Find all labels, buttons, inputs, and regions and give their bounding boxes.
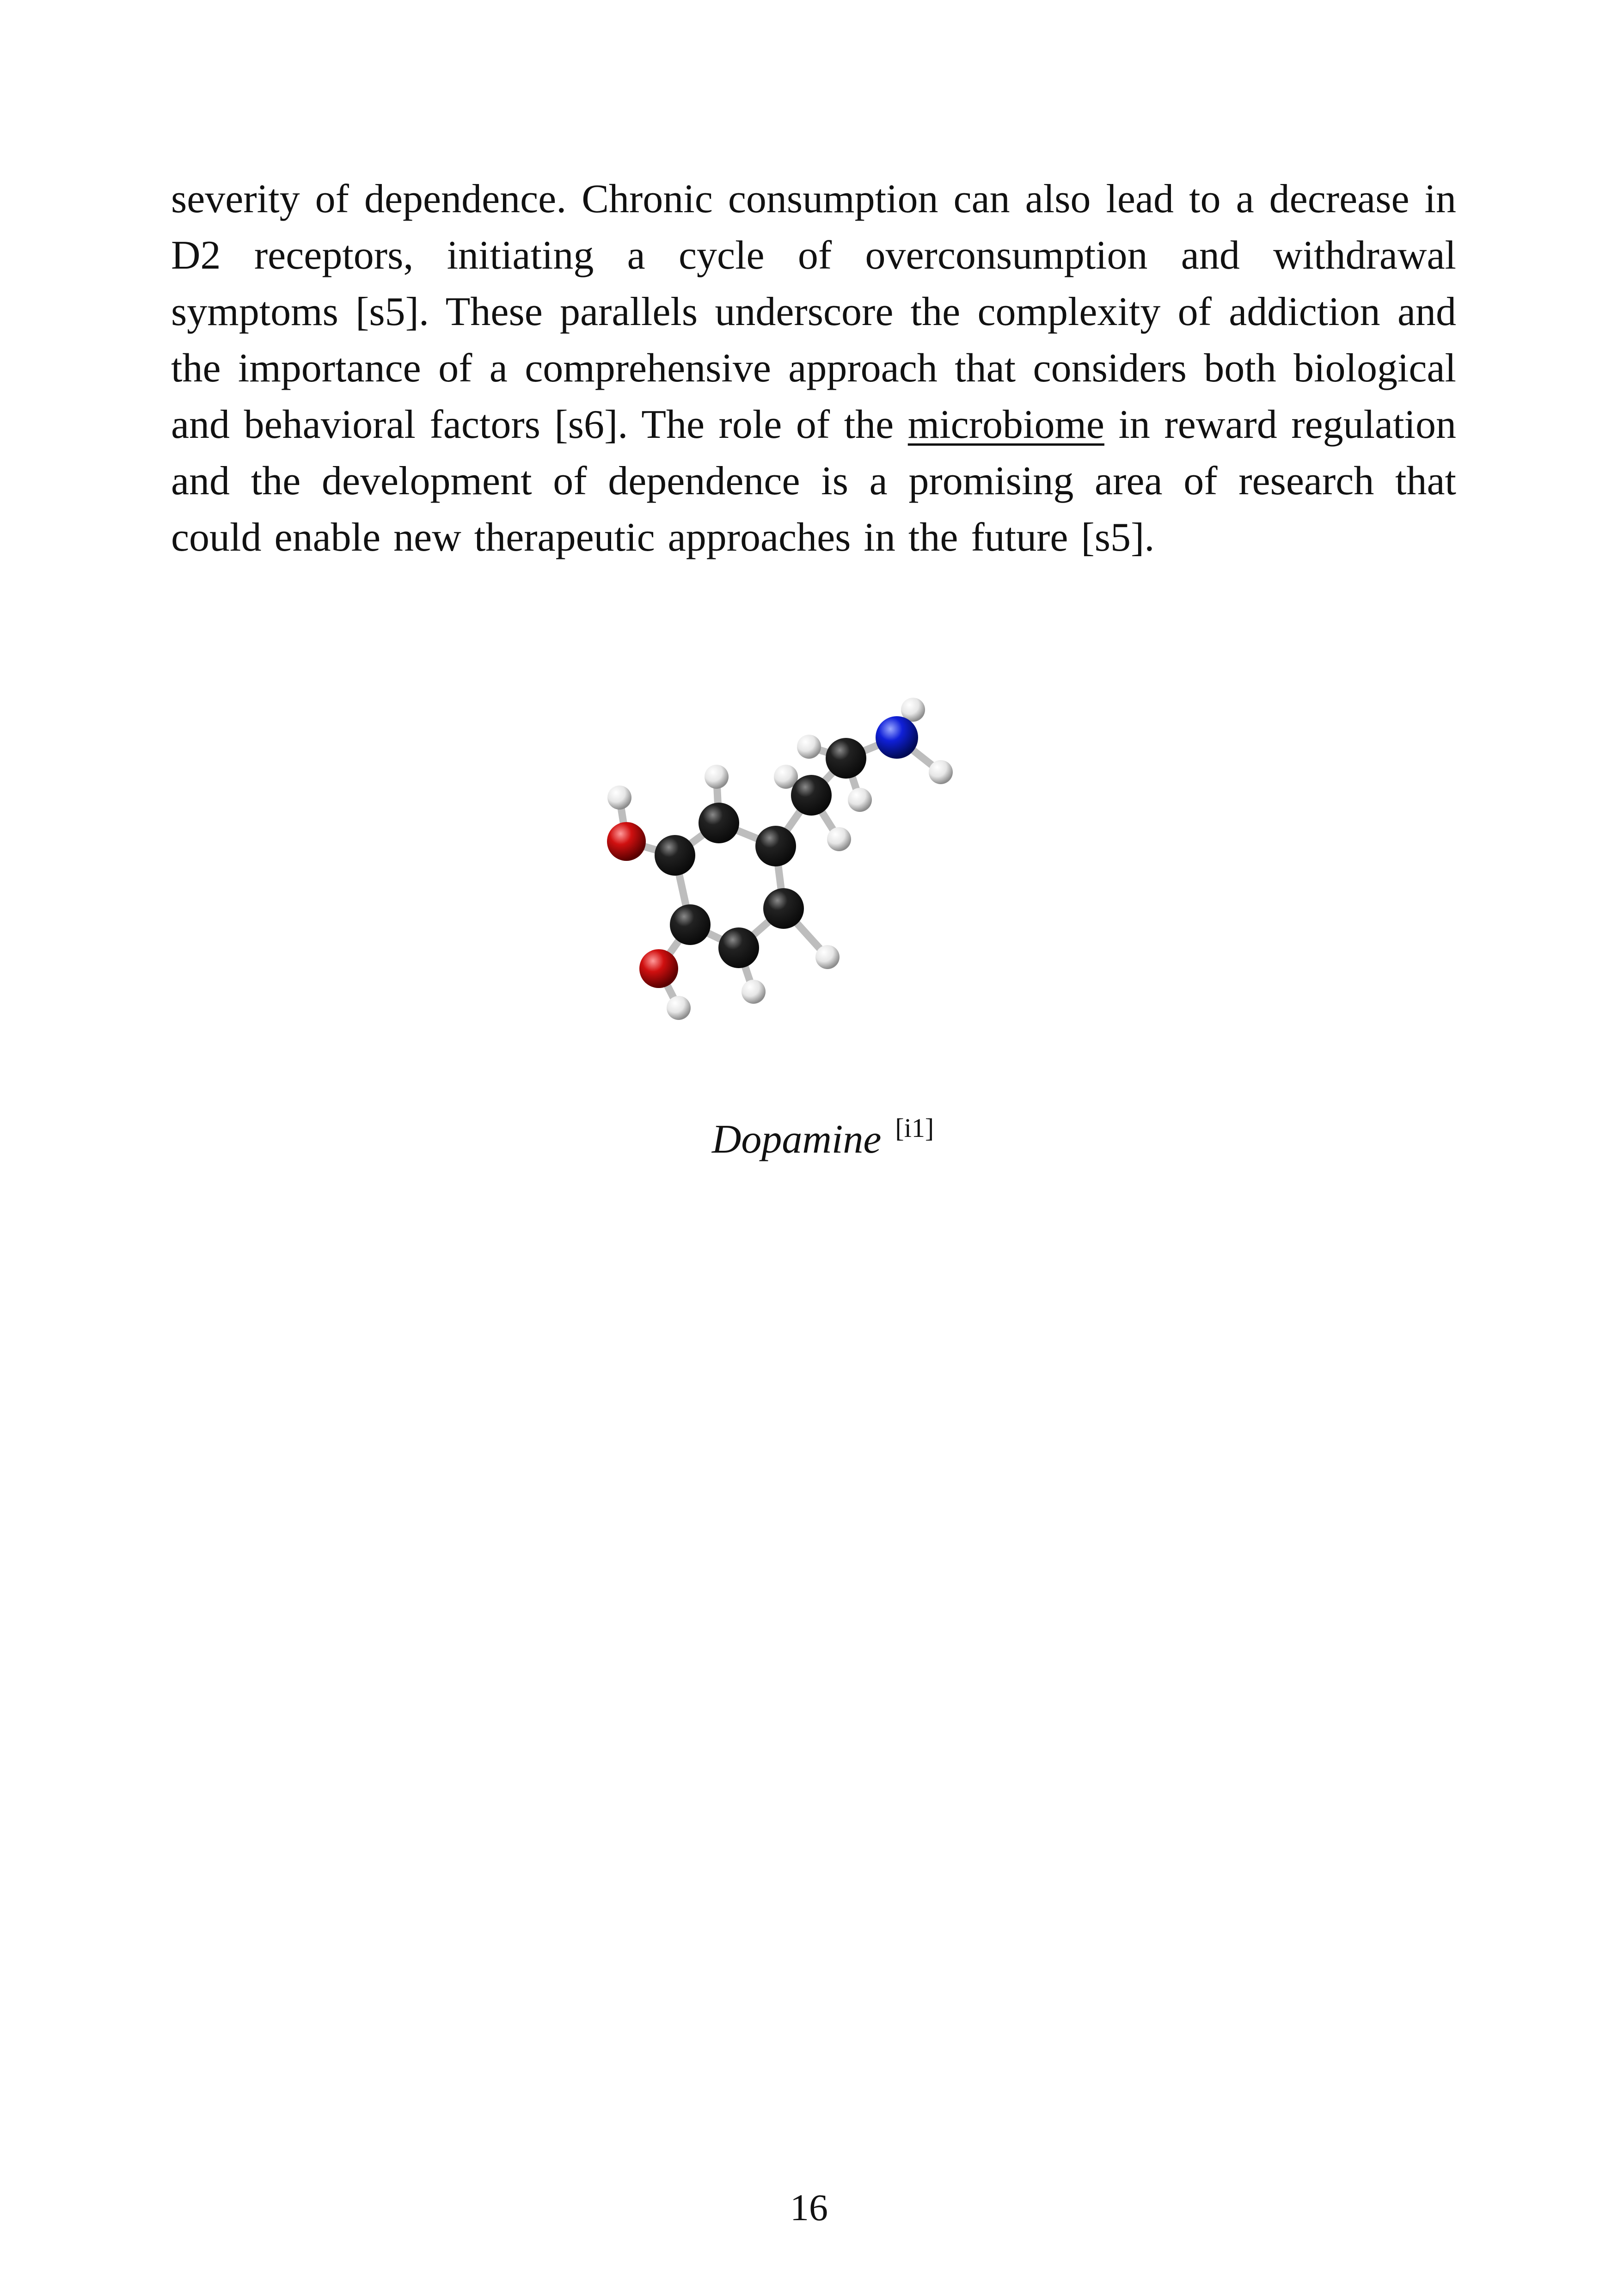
- dopamine-molecule-illustration: [601, 666, 1045, 1082]
- oxygen-atom: [607, 822, 646, 861]
- paragraph-text-start: severity of dependence. Chronic consumption can also lead to a decrease in D2 receptors, initiating a cycle of overconsumption and withdrawal symptoms [s5]. These parallels underscore the complexity of addiction and the importance of a comprehensive approach that considers both biological and behavioral factors [s6]. The role of the: [171, 177, 1456, 447]
- hydrogen-atom: [607, 786, 631, 810]
- hydrogen-atom: [705, 765, 729, 789]
- page-number: 16: [790, 2186, 828, 2228]
- carbon-atom: [699, 803, 739, 843]
- caption-title: Dopamine: [711, 1117, 882, 1162]
- hydrogen-atom: [827, 827, 851, 851]
- carbon-atom: [755, 826, 796, 866]
- caption-reference[interactable]: [i1]: [895, 1113, 934, 1143]
- carbon-atom: [718, 927, 759, 968]
- molecule-atoms: [607, 698, 953, 1020]
- carbon-atom: [826, 738, 866, 779]
- microbiome-link[interactable]: microbiome: [907, 402, 1104, 447]
- hydrogen-atom: [929, 760, 953, 784]
- hydrogen-atom: [742, 980, 766, 1004]
- body-paragraph: [171, 171, 1456, 566]
- hydrogen-atom: [848, 788, 872, 812]
- hydrogen-atom: [667, 996, 691, 1020]
- carbon-atom: [670, 904, 711, 945]
- figure-caption: [601, 1103, 1045, 1165]
- carbon-atom: [655, 835, 695, 876]
- carbon-atom: [763, 888, 804, 929]
- oxygen-atom: [639, 949, 678, 988]
- carbon-atom: [791, 775, 832, 816]
- paragraph-text-end: in reward regulation and the development of dependence is a promising area of research that could enable new therapeutic approaches in the future [s5].: [171, 402, 1457, 560]
- hydrogen-atom: [797, 735, 821, 759]
- dopamine-molecule-figure: [601, 666, 1045, 1082]
- hydrogen-atom: [815, 945, 840, 969]
- nitrogen-atom: [876, 716, 918, 759]
